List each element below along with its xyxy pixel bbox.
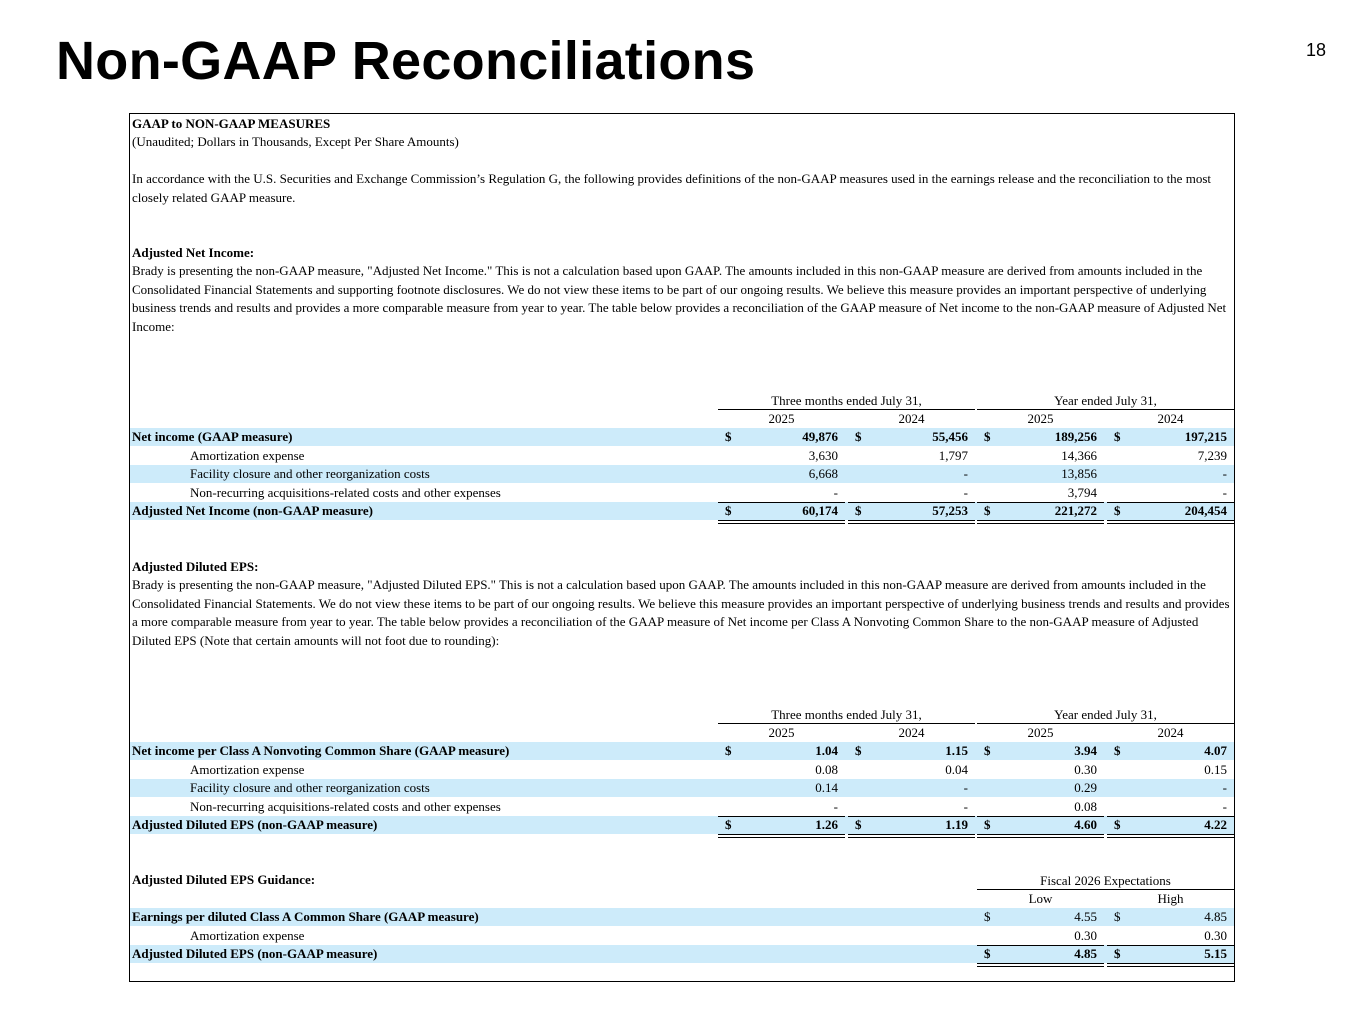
group-header: Three months ended July 31,: [771, 707, 922, 722]
cell-value: -: [963, 484, 968, 500]
column-header: 2024: [898, 725, 925, 740]
column-header: Low: [1028, 891, 1053, 906]
currency-symbol: $: [855, 429, 862, 444]
cell-value: 1.26: [815, 817, 838, 832]
subtotal-rule: [718, 816, 845, 817]
total-double-rule: [718, 520, 845, 524]
column-header: 2024: [898, 411, 925, 426]
cell-value: 0.30: [1074, 927, 1097, 943]
cell-value: 4.60: [1074, 817, 1097, 832]
adj-net-income-paragraph: Brady is presenting the non-GAAP measure, "Adjusted Net Income." This is not a calculation based upon GAAP. The amounts included in this non-GAAP measure are derived from amounts included in the Consolidated Financial Statements and supporting footnote disclosures. We do not view these items to be part of our ongoing results. We believe this measure provides an important perspective of underlying business trends and results and provides a more comparable measure from year to year. The table below provides a reconciliation of the GAAP measure of Net income to the non-GAAP measure of Adjusted Net Income:: [132, 263, 1227, 334]
currency-symbol: $: [725, 817, 732, 832]
currency-symbol: $: [1114, 946, 1121, 961]
column-header: 2025: [768, 411, 795, 426]
total-double-rule: [1107, 520, 1234, 524]
subtotal-rule: [848, 816, 975, 817]
currency-symbol: $: [1114, 429, 1121, 444]
cell-value: 0.29: [1074, 780, 1097, 795]
guidance-heading: Adjusted Diluted EPS Guidance:: [132, 872, 316, 887]
cell-value: 1.19: [945, 817, 968, 832]
currency-symbol: $: [855, 743, 862, 758]
currency-symbol: $: [984, 909, 991, 924]
row-label: Adjusted Diluted EPS (non-GAAP measure): [132, 817, 378, 832]
cell-value: 3.94: [1074, 743, 1097, 758]
row-label: Earnings per diluted Class A Common Share (GAAP measure): [132, 909, 479, 924]
row-label: Facility closure and other reorganization costs: [190, 466, 430, 481]
cell-value: 0.14: [815, 780, 838, 795]
cell-value: 0.08: [1074, 798, 1097, 814]
cell-value: 204,454: [1184, 503, 1227, 518]
cell-value: -: [963, 466, 968, 481]
cell-value: 57,253: [932, 503, 968, 518]
column-header: 2025: [1027, 411, 1054, 426]
currency-symbol: $: [855, 503, 862, 518]
total-double-rule: [977, 520, 1104, 524]
adj-eps-heading: Adjusted Diluted EPS:: [132, 559, 259, 574]
cell-value: -: [963, 780, 968, 795]
cell-value: 4.55: [1074, 909, 1097, 924]
intro-paragraph: In accordance with the U.S. Securities and Exchange Commission’s Regulation G, the following provides definitions of the non-GAAP measures used in the earnings release and the reconciliation to the most closely related GAAP measure.: [132, 171, 1211, 205]
cell-value: 60,174: [802, 503, 838, 518]
total-double-rule: [1107, 963, 1234, 967]
total-double-rule: [718, 834, 845, 838]
cell-value: 4.07: [1204, 743, 1227, 758]
total-double-rule: [848, 834, 975, 838]
cell-value: 3,630: [808, 447, 838, 463]
row-label: Amortization expense: [190, 447, 305, 463]
row-label: Net income (GAAP measure): [132, 429, 293, 444]
currency-symbol: $: [984, 817, 991, 832]
cell-value: 0.15: [1204, 761, 1227, 777]
column-header: 2025: [1027, 725, 1054, 740]
cell-value: -: [1222, 780, 1227, 795]
subtotal-rule: [848, 502, 975, 503]
column-header: 2024: [1157, 725, 1184, 740]
subtotal-rule: [1107, 945, 1234, 946]
content-frame: [129, 113, 1235, 982]
cell-value: 3,794: [1067, 484, 1097, 500]
adj-eps-paragraph: Brady is presenting the non-GAAP measure, "Adjusted Diluted EPS." This is not a calculation based upon GAAP. The amounts included in this non-GAAP measure are derived from amounts included in the Consolidated Financial Statements. We do not view these items to be part of our ongoing results. We believe this measure provides an important perspective of underlying business trends and results and provides a more comparable measure from year to year. The table below provides a reconciliation of the GAAP measure of Net income per Class A Nonvoting Common Share to the non-GAAP measure of Adjusted Diluted EPS (Note that certain amounts will not foot due to rounding):: [132, 577, 1230, 648]
adj-net-income-heading: Adjusted Net Income:: [132, 245, 255, 260]
currency-symbol: $: [725, 429, 732, 444]
cell-value: 4.85: [1074, 946, 1097, 961]
currency-symbol: $: [1114, 817, 1121, 832]
column-header: 2024: [1157, 411, 1184, 426]
subtotal-rule: [977, 945, 1104, 946]
cell-value: 189,256: [1054, 429, 1097, 444]
cell-value: 7,239: [1197, 447, 1227, 463]
group-header: Year ended July 31,: [1054, 707, 1157, 722]
row-label: Non-recurring acquisitions-related costs and other expenses: [190, 484, 501, 500]
section-subheading: (Unaudited; Dollars in Thousands, Except Per Share Amounts): [132, 134, 459, 149]
row-label: Adjusted Net Income (non-GAAP measure): [132, 503, 373, 518]
cell-value: 1.15: [945, 743, 968, 758]
currency-symbol: $: [1114, 743, 1121, 758]
total-double-rule: [848, 520, 975, 524]
cell-value: 0.30: [1074, 761, 1097, 777]
group-header: Year ended July 31,: [1054, 393, 1157, 408]
section-heading: GAAP to NON-GAAP MEASURES: [132, 116, 331, 131]
column-header: 2025: [768, 725, 795, 740]
total-double-rule: [977, 834, 1104, 838]
cell-value: -: [1222, 484, 1227, 500]
currency-symbol: $: [725, 743, 732, 758]
row-label: Amortization expense: [190, 927, 305, 943]
row-label: Adjusted Diluted EPS (non-GAAP measure): [132, 946, 378, 961]
group-header: Three months ended July 31,: [771, 393, 922, 408]
cell-value: 0.30: [1204, 927, 1227, 943]
row-label: Facility closure and other reorganization costs: [190, 780, 430, 795]
cell-value: 5.15: [1204, 946, 1227, 961]
subtotal-rule: [1107, 502, 1234, 503]
cell-value: -: [963, 798, 968, 814]
currency-symbol: $: [984, 743, 991, 758]
currency-symbol: $: [855, 817, 862, 832]
page-number: 18: [1305, 40, 1326, 60]
column-header: High: [1157, 891, 1184, 906]
cell-value: -: [1222, 798, 1227, 814]
currency-symbol: $: [984, 946, 991, 961]
cell-value: -: [833, 484, 838, 500]
page-title: Non-GAAP Reconciliations: [56, 31, 756, 91]
cell-value: 49,876: [802, 429, 838, 444]
cell-value: 1,797: [938, 447, 968, 463]
currency-symbol: $: [984, 429, 991, 444]
cell-value: 1.04: [815, 743, 838, 758]
currency-symbol: $: [1114, 503, 1121, 518]
cell-value: 13,856: [1061, 466, 1097, 481]
cell-value: 4.22: [1204, 817, 1227, 832]
cell-value: 197,215: [1184, 429, 1227, 444]
group-header: Fiscal 2026 Expectations: [1040, 873, 1171, 888]
subtotal-rule: [1107, 816, 1234, 817]
currency-symbol: $: [1114, 909, 1121, 924]
cell-value: 0.04: [945, 761, 968, 777]
row-label: Amortization expense: [190, 761, 305, 777]
subtotal-rule: [977, 502, 1104, 503]
cell-value: 14,366: [1061, 447, 1097, 463]
cell-value: 55,456: [932, 429, 968, 444]
row-label: Non-recurring acquisitions-related costs and other expenses: [190, 798, 501, 814]
subtotal-rule: [977, 816, 1104, 817]
cell-value: 4.85: [1204, 909, 1227, 924]
row-label: Net income per Class A Nonvoting Common Share (GAAP measure): [132, 743, 510, 758]
cell-value: 0.08: [815, 761, 838, 777]
currency-symbol: $: [725, 503, 732, 518]
total-double-rule: [1107, 834, 1234, 838]
cell-value: -: [833, 798, 838, 814]
subtotal-rule: [718, 502, 845, 503]
cell-value: 221,272: [1054, 503, 1097, 518]
total-double-rule: [977, 963, 1104, 967]
currency-symbol: $: [984, 503, 991, 518]
cell-value: 6,668: [808, 466, 838, 481]
cell-value: -: [1222, 466, 1227, 481]
